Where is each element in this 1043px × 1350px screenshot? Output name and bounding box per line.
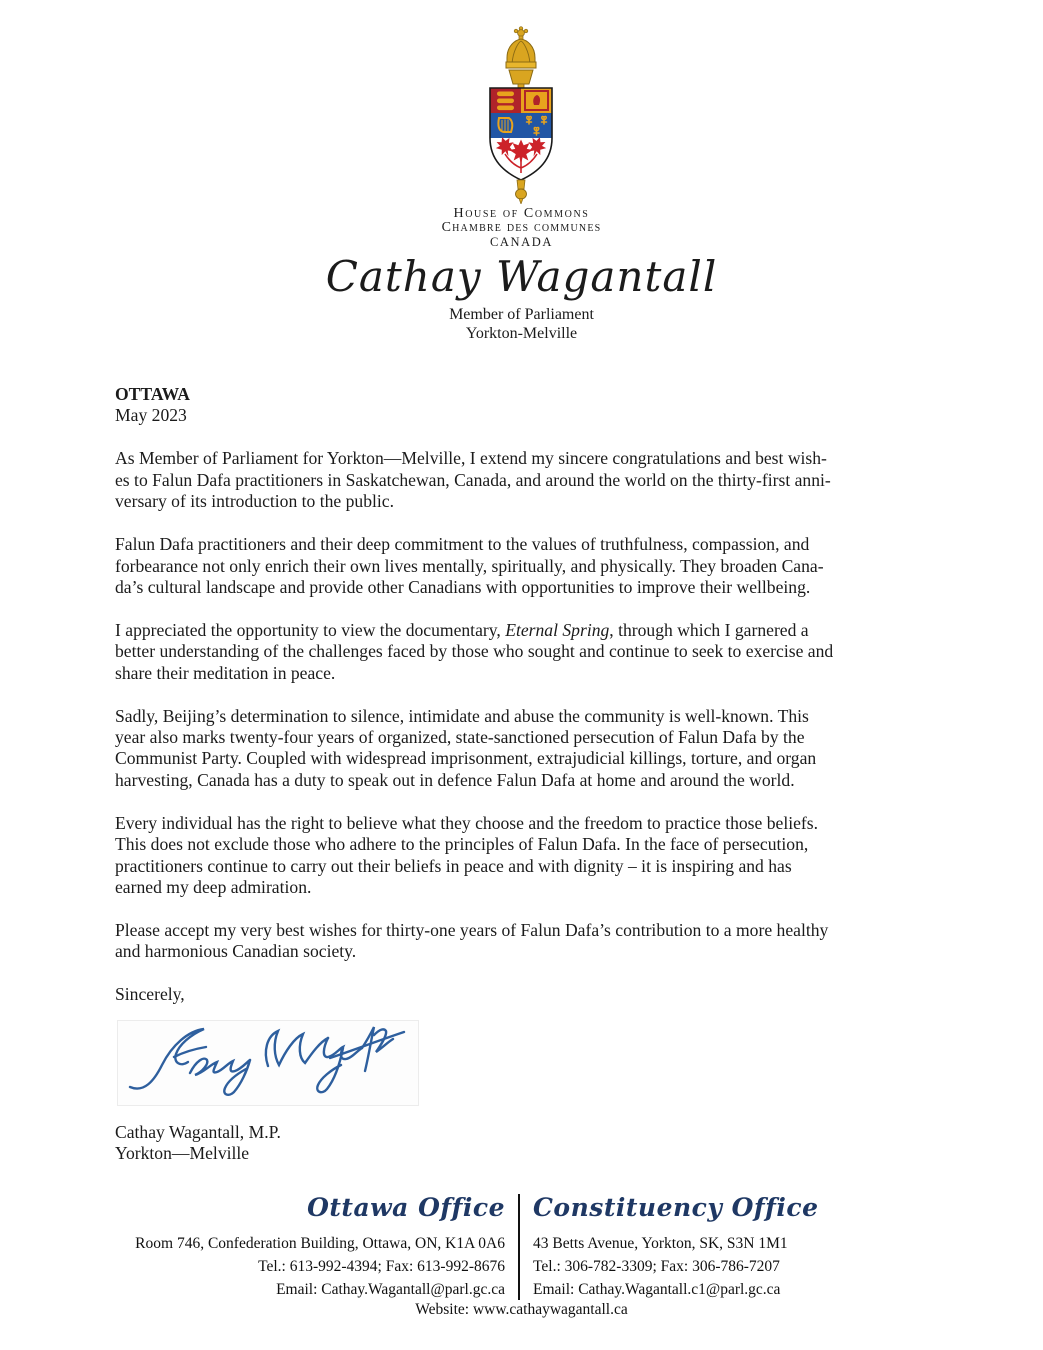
member-title: Member of Parliament: [449, 306, 594, 323]
paragraph-6: [115, 920, 960, 963]
signer-name: Cathay Wagantall, M.P.: [115, 1121, 281, 1142]
letter-line: [115, 620, 960, 641]
ottawa-office-block: [135, 1194, 505, 1301]
letter-date: May 2023: [115, 405, 187, 426]
constituency-office-email: Email: Cathay.Wagantall.c1@parl.gc.ca: [533, 1281, 781, 1298]
closing-word: Sincerely,: [115, 984, 185, 1005]
letter-line: year also marks twenty-four years of organized, state-sanctioned persecution of Falun Dafa by the: [115, 727, 805, 747]
ottawa-office-email: Email: Cathay.Wagantall@parl.gc.ca: [276, 1281, 505, 1298]
paragraph-5: [115, 813, 960, 899]
letter-text: I appreciated the opportunity to view the documentary,: [115, 619, 506, 640]
letter-line: da’s cultural landscape and provide other Canadians with opportunities to improve their wellbeing.: [115, 576, 811, 597]
letter-line: forbearance not only enrich their own lives mentally, spiritually, and physically. They broaden Cana-: [115, 555, 824, 576]
letter-city: OTTAWA: [115, 384, 190, 404]
org-name-fr: Chambre des communes: [441, 220, 602, 235]
documentary-title: Eternal Spring: [505, 619, 610, 640]
letter-line: versary of its introduction to the public.: [115, 491, 395, 512]
letter-line: Communist Party. Coupled with widespread imprisonment, extrajudicial killings, torture, and organ: [115, 748, 817, 769]
ottawa-office-address: Room 746, Confederation Building, Ottawa, ON, K1A 0A6: [135, 1235, 505, 1252]
paragraph-1: [115, 448, 960, 512]
constituency-office-heading: Constituency Office: [533, 1193, 819, 1222]
org-name-block: [0, 207, 1043, 249]
org-name-en: House of Commons: [453, 206, 590, 221]
signature-block: [115, 1122, 960, 1165]
constituency-office-address: 43 Betts Avenue, Yorkton, SK, S3N 1M1: [533, 1235, 788, 1252]
letter-line: Please accept my very best wishes for thirty-one years of Falun Dafa’s contribution to a more healthy: [115, 919, 829, 940]
footer-divider: [518, 1194, 520, 1300]
letter-line: share their meditation in peace.: [115, 662, 336, 683]
house-of-commons-crest-icon: [486, 26, 556, 209]
letter-line: Falun Dafa practitioners and their deep commitment to the values of truthfulness, compassion, and: [115, 534, 810, 555]
closing: [115, 984, 960, 1005]
letter-line: practitioners continue to carry out their beliefs in peace and with dignity – it is inspiring and has: [115, 855, 792, 876]
member-riding: Yorkton-Melville: [465, 325, 578, 342]
letter-line: Every individual has the right to believe what they choose and the freedom to practice those beliefs.: [115, 812, 819, 833]
constituency-office-block: [533, 1194, 819, 1301]
paragraph-3: [115, 620, 960, 684]
letter-line: harvesting, Canada has a duty to speak out in defence Falun Dafa at home and around the world.: [115, 769, 795, 790]
ottawa-office-phone: Tel.: 613-992-4394; Fax: 613-992-8676: [258, 1258, 505, 1275]
letter-body: [115, 384, 960, 1165]
letter-line: better understanding of the challenges faced by those who sought and continue to seek to exercise and: [115, 641, 834, 662]
org-country: CANADA: [489, 235, 554, 249]
letter-line: es to Falun Dafa practitioners in Saskatchewan, Canada, and around the world on the thirty-first anni-: [115, 469, 831, 490]
letter-text: , through which I garnered a: [609, 619, 809, 640]
ottawa-office-heading: Ottawa Office: [307, 1193, 505, 1222]
signer-riding: Yorkton—Melville: [115, 1143, 250, 1164]
letter-line: As Member of Parliament for Yorkton—Melville, I extend my sincere congratulations and best wish-: [115, 448, 827, 469]
letter-line: and harmonious Canadian society.: [115, 941, 357, 962]
member-name-script: Cathay Wagantall: [325, 252, 718, 301]
constituency-office-phone: Tel.: 306-782-3309; Fax: 306-786-7207: [533, 1258, 780, 1275]
paragraph-4: [115, 706, 960, 792]
website-line: Website: www.cathaywagantall.ca: [415, 1301, 628, 1318]
paragraph-2: [115, 534, 960, 598]
letter-line: Sadly, Beijing’s determination to silence, intimidate and abuse the community is well-known. This: [115, 705, 809, 726]
letter-line: earned my deep admiration.: [115, 877, 312, 898]
signature-image: [117, 1020, 419, 1106]
letter-line: This does not exclude those who adhere to the principles of Falun Dafa. In the face of persecution,: [115, 834, 809, 855]
